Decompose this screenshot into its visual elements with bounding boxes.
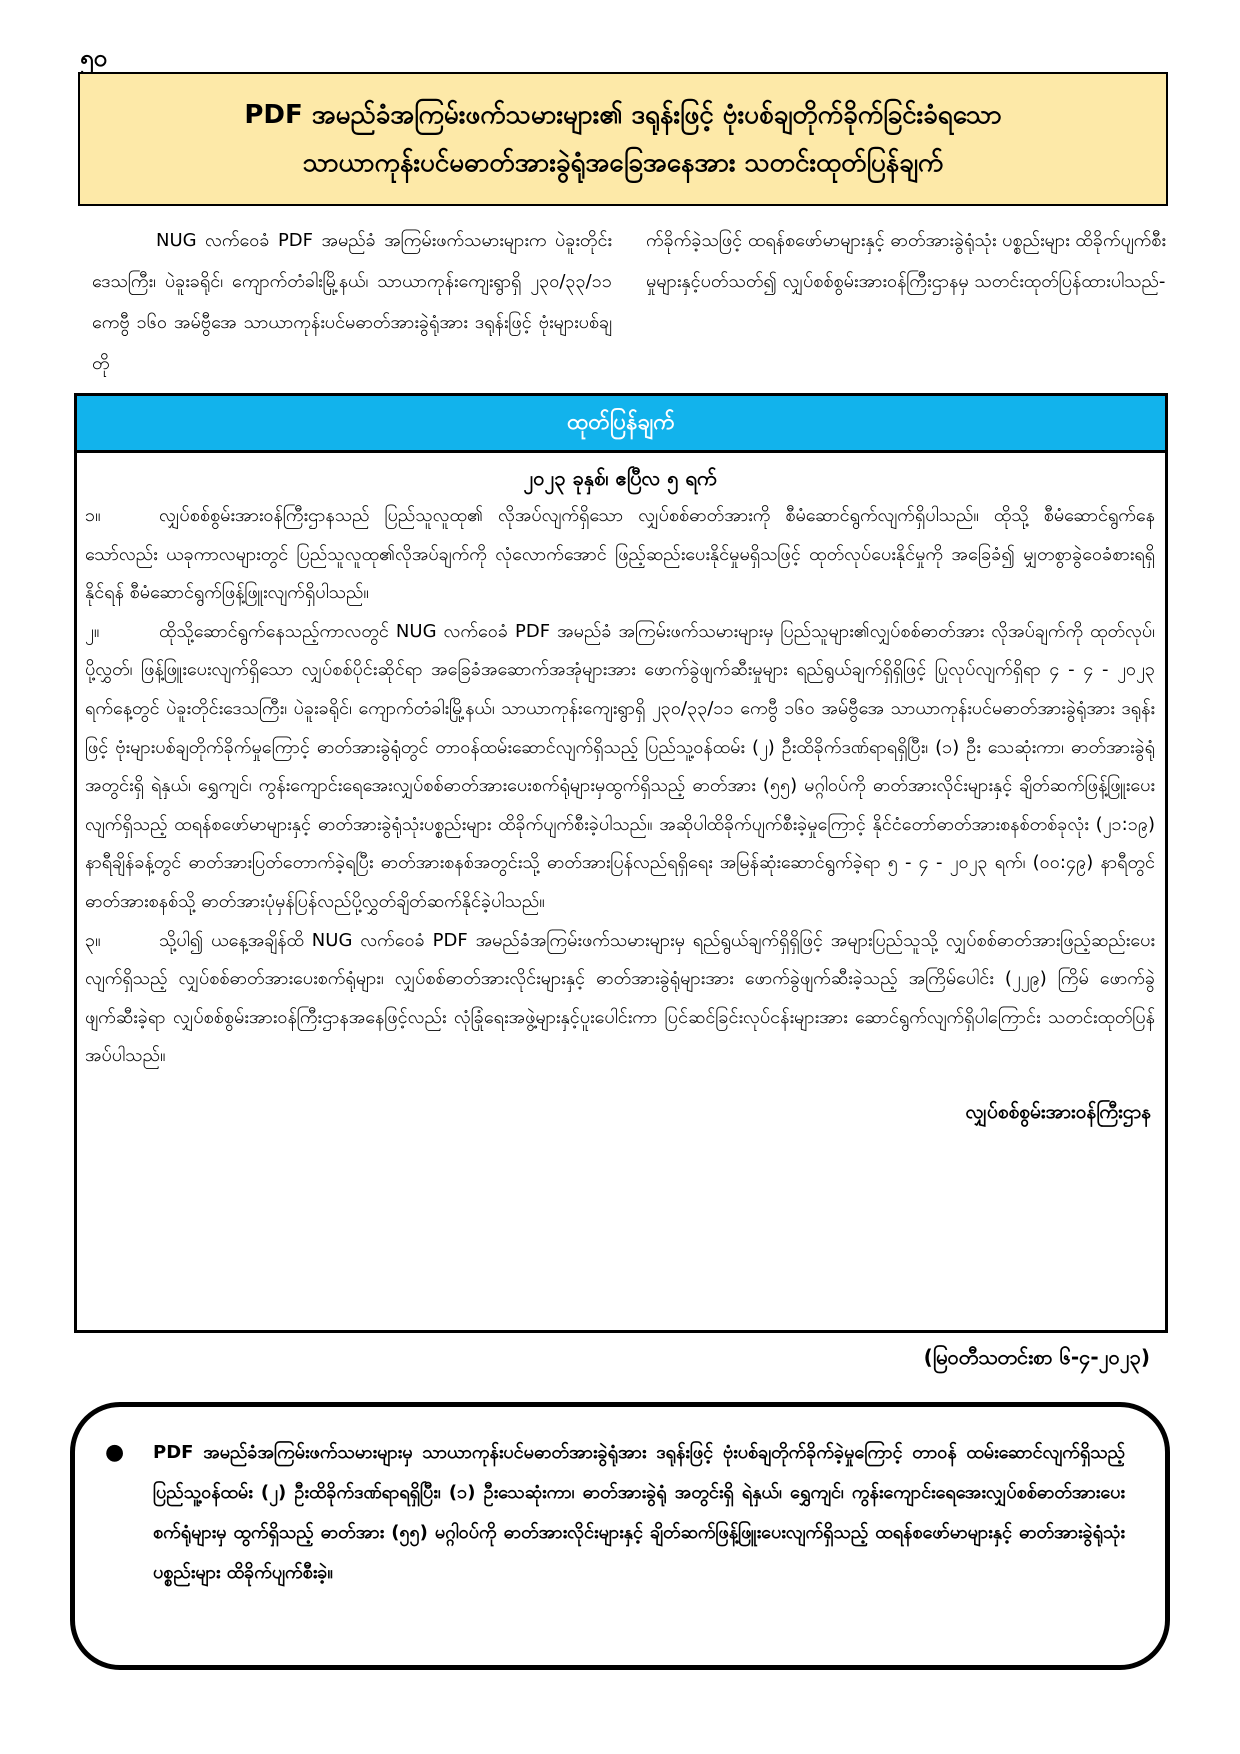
paragraph-number: ၂။ (85, 620, 100, 642)
article-title-box (78, 72, 1168, 206)
article-title-line-1: PDF အမည်ခံအကြမ်းဖက်သမားများ၏ ဒရုန်းဖြင့် ဗုံးပစ်ချတိုက်ခိုက်ခြင်းခံရသော (244, 100, 1002, 130)
statement-box (74, 393, 1168, 1333)
paragraph-number: ၃။ (85, 929, 101, 951)
bullet-icon: ● (105, 1440, 125, 1465)
statement-paragraph-1 (85, 497, 1155, 613)
statement-date: ၂၀၂၃ ခုနှစ်၊ ဧပြီလ ၅ ရက် (523, 466, 717, 490)
paragraph-text: သို့ပါ၍ ယနေ့အချိန်ထိ NUG လက်ဝေခံ PDF အမည်ခံအကြမ်းဖက်သမားများမှ ရည်ရွယ်ချက်ရှိရှိဖြင့် အများပြည်သူသို့ လျှပ်စစ်ဓာတ်အားဖြည့်ဆည်းပေးလျက်ရှိသည့် လျှပ်စစ်ဓာတ်အားပေးစက်ရုံများ၊ လျှပ်စစ်ဓာတ်အားလိုင်းများနှင့် ဓာတ်အားခွဲရုံများအား ဖောက်ခွဲဖျက်ဆီးခဲ့သည့် အကြိမ်ပေါင်း (၂၂၉) ကြိမ် ဖောက်ခွဲဖျက်ဆီးခဲ့ရာ လျှပ်စစ်စွမ်းအားဝန်ကြီးဌာနအနေဖြင့်လည်း လုံခြုံရေးအဖွဲ့များနှင့်ပူးပေါင်းကာ ပြင်ဆင်ခြင်းလုပ်ငန်းများအား ဆောင်ရွက်လျက်ရှိပါကြောင်း သတင်းထုတ်ပြန်အပ်ပါသည်။ (85, 929, 1155, 1067)
article-title-line-2: သာယာကုန်းပင်မဓာတ်အားခွဲရုံအခြေအနေအား သတင်းထုတ်ပြန်ချက် (302, 148, 944, 178)
statement-paragraph-2 (85, 613, 1155, 922)
statement-header (77, 396, 1165, 453)
statement-paragraph-3 (85, 922, 1155, 1076)
paragraph-text: လျှပ်စစ်စွမ်းအားဝန်ကြီးဌာနသည် ပြည်သူလူထု၏ လိုအပ်လျက်ရှိသော လျှပ်စစ်ဓာတ်အားကို စီမံဆောင်ရွက်လျက်ရှိပါသည်။ ထိုသို့ စီမံဆောင်ရွက်နေသော်လည်း ယခုကာလများတွင် ပြည်သူလူထု၏လိုအပ်ချက်ကို လုံလောက်အောင် ဖြည့်ဆည်းပေးနိုင်မှုမရှိသဖြင့် ထုတ်လုပ်ပေးနိုင်မှုကို အခြေခံ၍ မျှတစွာခွဲဝေခံစားရရှိနိုင်ရန် စီမံဆောင်ရွက်ဖြန့်ဖြူးလျက်ရှိပါသည်။ (85, 505, 1155, 604)
paragraph-number: ၁။ (85, 505, 101, 526)
intro-right-column: က်ခိုက်ခဲ့သဖြင့် ထရန်စဖော်မာများနှင့် ဓာတ်အားခွဲရုံသုံး ပစ္စည်းများ ထိခိုက်ပျက်စီးမှုများနှင့်ပတ်သတ်၍ လျှပ်စစ်စွမ်းအားဝန်ကြီးဌာနမှ သတင်းထုတ်ပြန်ထားပါသည်- (646, 230, 1166, 292)
statement-header-label: ထုတ်ပြန်ချက် (567, 409, 675, 435)
intro-columns (92, 220, 1166, 395)
statement-body (77, 453, 1165, 1142)
statement-signoff: လျှပ်စစ်စွမ်းအားဝန်ကြီးဌာန (965, 1100, 1151, 1123)
summary-text: PDF အမည်ခံအကြမ်းဖက်သမားများမှ သာယာကုန်းပင်မဓာတ်အားခွဲရုံအား ဒရုန်းဖြင့် ဗုံးပစ်ချတိုက်ခိုက်ခဲ့မှုကြောင့် တာဝန် ထမ်းဆောင်လျက်ရှိသည့် ပြည်သူ့ဝန်ထမ်း (၂) ဦးထိခိုက်ဒဏ်ရာရရှိပြီး၊ (၁) ဦးသေဆုံးကာ၊ ဓာတ်အားခွဲရုံ အတွင်းရှိ ရဲနှယ်၊ ရွှေကျင်၊ ကွန်းကျောင်းရေအေးလျှပ်စစ်ဓာတ်အားပေးစက်ရုံများမှ ထွက်ရှိသည့် ဓာတ်အား (၅၅) မဂ္ဂါဝပ်ကို ဓာတ်အားလိုင်းများနှင့် ချိတ်ဆက်ဖြန့်ဖြူးပေးလျက်ရှိသည့် ထရန်စဖော်မာများနှင့် ဓာတ်အားခွဲရုံသုံး ပစ္စည်းများ ထိခိုက်ပျက်စီးခဲ့။ (153, 1442, 1125, 1583)
page-number: ၅၀ (80, 44, 107, 72)
summary-box (70, 1402, 1170, 1670)
intro-left-column: NUG လက်ဝေခံ PDF အမည်ခံ အကြမ်းဖက်သမားများက ပဲခူးတိုင်းဒေသကြီး၊ ပဲခူးခရိုင်၊ ကျောက်တံခါးမြို့နယ်၊ သာယာကုန်းကျေးရွာရှိ ၂၃၀/၃၃/၁၁ ကေဗွီ ၁၆၀ အမ်ဗွီအေ သာယာကုန်းပင်မဓာတ်အားခွဲရုံအား ဒရုန်းဖြင့် ဗုံးများပစ်ချတို (92, 230, 612, 374)
paragraph-text: ထိုသို့ဆောင်ရွက်နေသည့်ကာလတွင် NUG လက်ဝေခံ PDF အမည်ခံ အကြမ်းဖက်သမားများမှ ပြည်သူများ၏လျှပ်စစ်ဓာတ်အား လိုအပ်ချက်ကို ထုတ်လုပ်၊ ပို့လွှတ်၊ ဖြန့်ဖြူးပေးလျက်ရှိသော လျှပ်စစ်ပိုင်းဆိုင်ရာ အခြေခံအဆောက်အအုံများအား ဖောက်ခွဲဖျက်ဆီးမှုများ ရည်ရွယ်ချက်ရှိရှိဖြင့် ပြုလုပ်လျက်ရှိရာ ၄ - ၄ - ၂၀၂၃ ရက်နေ့တွင် ပဲခူးတိုင်းဒေသကြီး၊ ပဲခူးခရိုင်၊ ကျောက်တံခါးမြို့နယ်၊ သာယာကုန်းကျေးရွာရှိ ၂၃၀/၃၃/၁၁ ကေဗွီ ၁၆၀ အမ်ဗွီအေ သာယာကုန်းပင်မဓာတ်အားခွဲရုံအား ဒရုန်းဖြင့် ဗုံးများပစ်ချတိုက်ခိုက်မှုကြောင့် ဓာတ်အားခွဲရုံတွင် တာဝန်ထမ်းဆောင်လျက်ရှိသည့် ပြည်သူ့ဝန်ထမ်း (၂) ဦးထိခိုက်ဒဏ်ရာရရှိပြီး၊ (၁) ဦး သေဆုံးကာ၊ ဓာတ်အားခွဲရုံအတွင်းရှိ ရဲနှယ်၊ ရွှေကျင်၊ ကွန်းကျောင်းရေအေးလျှပ်စစ်ဓာတ်အားပေးစက်ရုံများမှထွက်ရှိသည့် ဓာတ်အား (၅၅) မဂ္ဂါဝပ်ကို ဓာတ်အားလိုင်းများနှင့် ချိတ်ဆက်ဖြန့်ဖြူးပေးလျက်ရှိသည့် ထရန်စဖော်မာများနှင့် ဓာတ်အားခွဲရုံသုံးပစ္စည်းများ ထိခိုက်ပျက်စီးခဲ့ပါသည်။ အဆိုပါထိခိုက်ပျက်စီးခဲ့မှုကြောင့် နိုင်ငံတော်ဓာတ်အားစနစ်တစ်ခုလုံး (၂၁:၁၉) နာရီချိန်ခန့်တွင် ဓာတ်အားပြတ်တောက်ခဲ့ရပြီး ဓာတ်အားစနစ်အတွင်းသို့ ဓာတ်အားပြန်လည်ရရှိရေး အမြန်ဆုံးဆောင်ရွက်ခဲ့ရာ ၅ - ၄ - ၂၀၂၃ ရက်၊ (၀၀:၄၉) နာရီတွင် ဓာတ်အားစနစ်သို့ ဓာတ်အားပုံမှန်ပြန်လည်ပို့လွှတ်ချိတ်ဆက်နိုင်ခဲ့ပါသည်။ (85, 620, 1155, 912)
summary-item (105, 1433, 1125, 1593)
source-citation: (မြဝတီသတင်းစာ ၆-၄-၂၀၂၃) (923, 1345, 1150, 1369)
